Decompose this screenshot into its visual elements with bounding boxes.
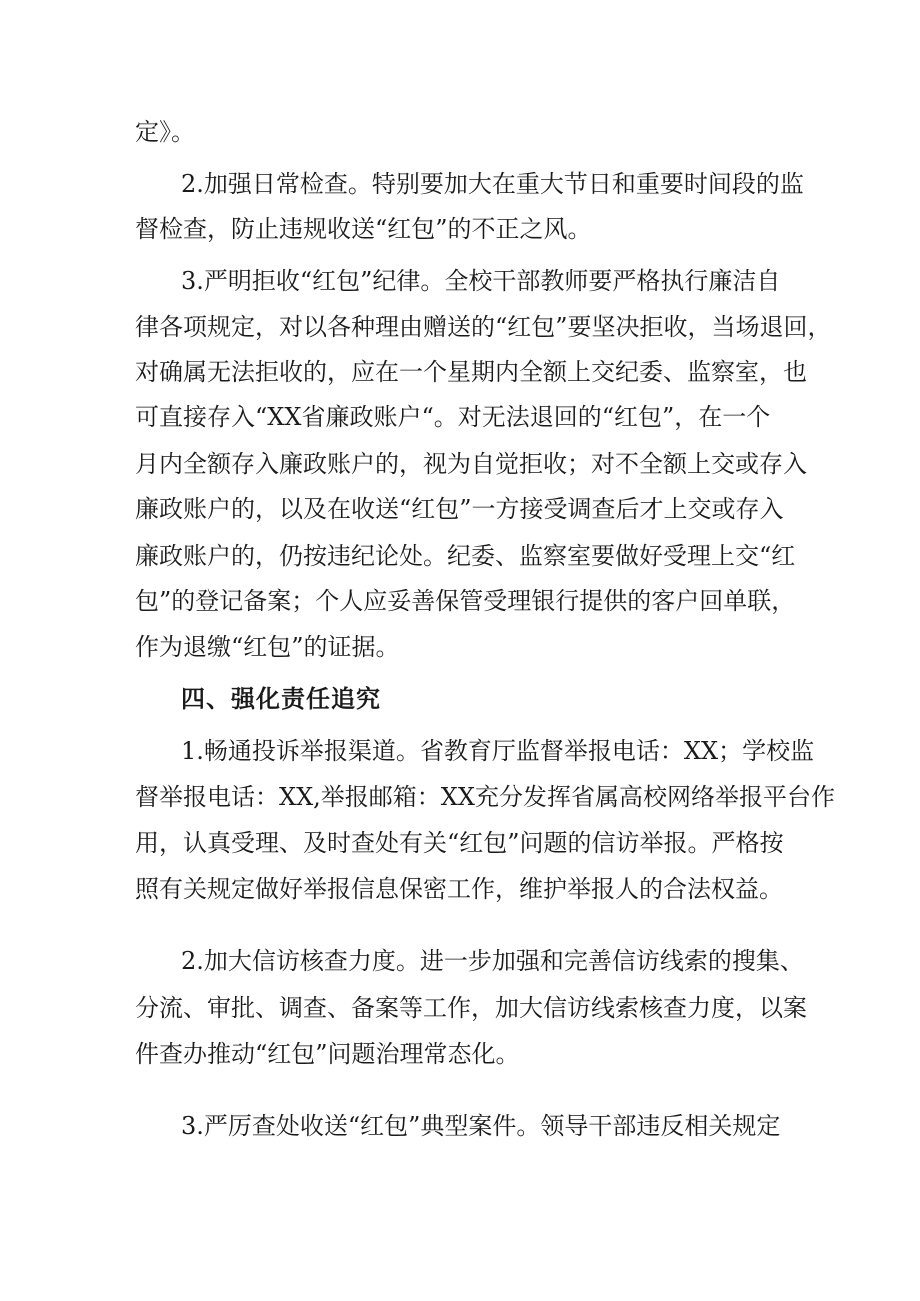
text-line: 包”的登记备案；个人应妥善保管受理银行提供的客户回单联， [135, 587, 796, 615]
section-heading: 四、强化责任追究 [181, 685, 381, 713]
text-line: 2.加强日常检查。特别要加大在重大节日和重要时间段的监 [181, 170, 804, 198]
text-line: 件查办推动“红包”问题治理常态化。 [135, 1040, 520, 1068]
text-line: 3.严厉查处收送“红包”典型案件。领导干部违反相关规定 [181, 1112, 781, 1140]
text-line: 定》。 [135, 118, 195, 146]
text-line: 月内全额存入廉政账户的，视为自觉拒收；对不全额上交或存入 [135, 450, 807, 478]
text-line: 廉政账户的，以及在收送“红包”一方接受调查后才上交或存入 [135, 495, 784, 523]
text-line: 1.畅通投诉举报渠道。省教育厅监督举报电话：XX；学校监 [181, 737, 815, 765]
text-line: 2.加大信访核查力度。进一步加强和完善信访线索的搜集、 [181, 947, 804, 975]
text-line: 用，认真受理、及时查处有关“红包”问题的信访举报。严格按 [135, 829, 784, 857]
text-line: 可直接存入“XX省廉政账户“。对无法退回的“红包”，在一个 [135, 403, 771, 431]
text-line: 对确属无法拒收的，应在一个星期内全额上交纪委、监察室，也 [135, 358, 807, 386]
text-line: 廉政账户的，仍按违纪论处。纪委、监察室要做好受理上交“红 [135, 542, 796, 570]
text-line: 督检查，防止违规收送“红包”的不正之风。 [135, 215, 592, 243]
text-line: 分流、审批、调查、备案等工作，加大信访线索核查力度，以案 [135, 994, 807, 1022]
text-line: 作为退缴“红包”的证据。 [135, 633, 400, 661]
text-line: 督举报电话：XX,举报邮箱：XX充分发挥省属高校网络举报平台作 [135, 783, 835, 811]
text-line: 律各项规定，对以各种理由赠送的“红包”要坚决拒收，当场退回， [135, 313, 832, 341]
text-line: 照有关规定做好举报信息保密工作，维护举报人的合法权益。 [135, 875, 783, 903]
text-line: 3.严明拒收“红包”纪律。全校干部教师要严格执行廉洁自 [181, 267, 781, 295]
